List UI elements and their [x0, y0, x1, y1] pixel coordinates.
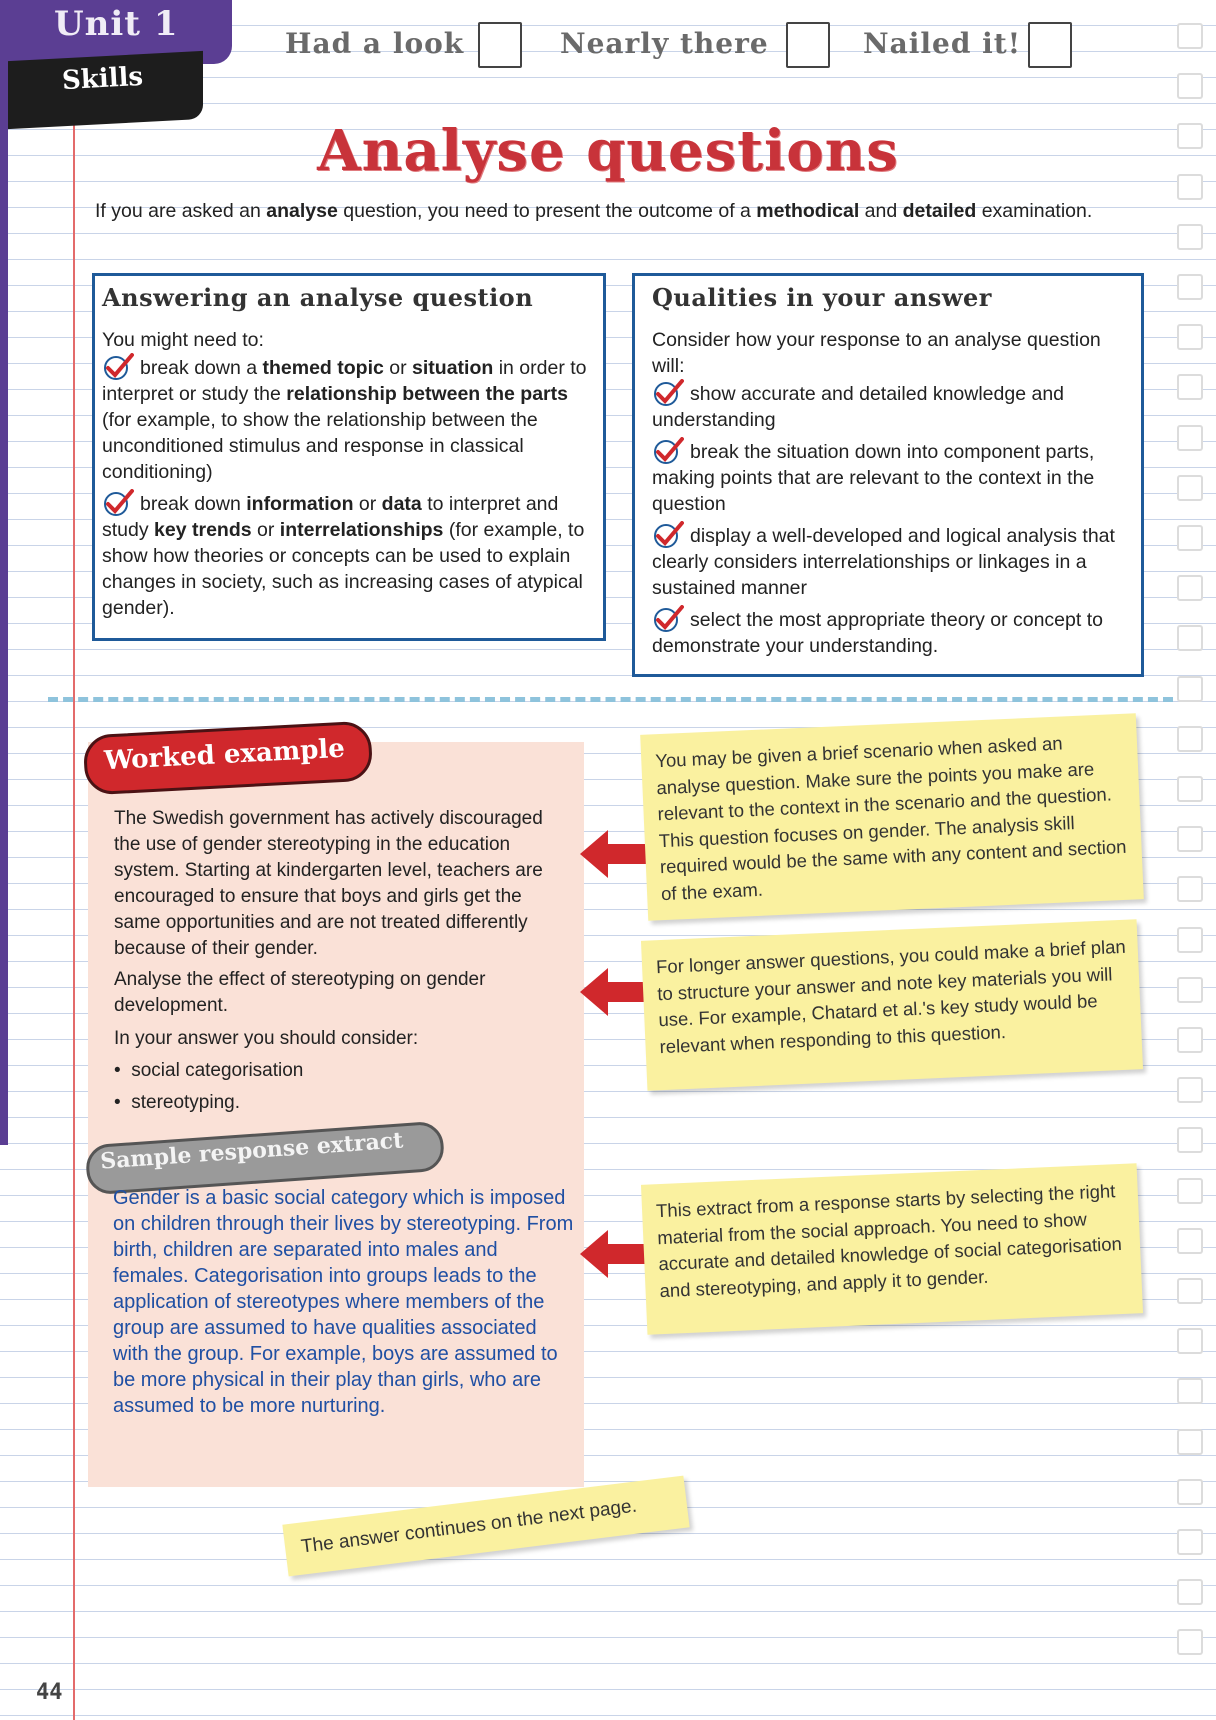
worked-example-bullets [114, 1058, 566, 1116]
margin-box [1177, 525, 1203, 551]
check-icon [652, 379, 684, 407]
margin-box [1177, 1429, 1203, 1455]
qualities-item-text: break the situation down into component parts, making points that are relevant to the context in the question [652, 441, 1095, 515]
qualities-box [632, 273, 1144, 677]
margin-box [1177, 1228, 1203, 1254]
qualities-item-text: display a well-developed and logical analysis that clearly considers interrelationships or linkages in a sustained manner [652, 525, 1115, 599]
margin-box [1177, 1629, 1203, 1655]
section-label: Skills [61, 61, 144, 97]
qualities-item [652, 437, 1134, 517]
qualities-box-lead: Consider how your response to an analyse question will: [652, 329, 1101, 377]
unit-label: Unit 1 [54, 4, 179, 44]
margin-box [1177, 274, 1203, 300]
check-icon [652, 605, 684, 633]
qualities-item-text: show accurate and detailed knowledge and understanding [652, 383, 1065, 431]
answering-item-2: break down information or data to interpret and study key trends or interrelationships (for example, to show how theories or concepts can be used to explain changes in society, such as increasing cases of atypical gender). [102, 489, 598, 621]
sample-response-label: Sample response extract [99, 1127, 405, 1175]
margin-box [1177, 224, 1203, 250]
margin-box [1177, 1127, 1203, 1153]
left-arrow-icon [578, 964, 652, 1020]
check-icon [652, 437, 684, 465]
worked-example-scenario: The Swedish government has actively discouraged the use of gender stereotyping in the education system. Starting at kindergarten level, teachers are encouraged to ensure that boys and girls get the same opportunities and are not treated differently because of their gender. [114, 808, 543, 959]
progress-label-nailed-it: Nailed it! [863, 27, 1022, 60]
margin-box [1177, 425, 1203, 451]
worked-example-consider: In your answer you should consider: [114, 1028, 419, 1049]
margin-box [1177, 1579, 1203, 1605]
had-a-look-checkbox[interactable] [478, 22, 522, 68]
margin-box [1177, 374, 1203, 400]
margin-box [1177, 977, 1203, 1003]
qualities-list [652, 379, 1134, 659]
margin-box [1177, 776, 1203, 802]
bullet-item: • social categorisation [114, 1060, 304, 1081]
margin-box [1177, 1529, 1203, 1555]
margin-box [1177, 324, 1203, 350]
nearly-there-checkbox[interactable] [786, 22, 830, 68]
margin-box [1177, 826, 1203, 852]
check-icon [652, 521, 684, 549]
check-icon [102, 489, 134, 517]
sample-response-text: Gender is a basic social category which is imposed on children through their lives by stereotyping. From birth, children are separated into males and females. Categorisation into groups leads to the application of stereotypes where members of the group are assumed to have qualities associated with the group. For example, boys are assumed to be more physical in their play than girls, who are assumed to be more nurturing. [113, 1187, 574, 1417]
margin-box [1177, 73, 1203, 99]
tip-note-1 [640, 713, 1144, 920]
margin-box [1177, 1328, 1203, 1354]
margin-box [1177, 475, 1203, 501]
margin-box [1177, 1278, 1203, 1304]
margin-box [1177, 625, 1203, 651]
margin-box [1177, 1077, 1203, 1103]
tip-note-2-text: For longer answer questions, you could make a brief plan to structure your answer and note key materials you will use. For example, Chatard et al.'s key study would be relevant when responding to this question. [655, 935, 1127, 1057]
intro-paragraph: If you are asked an analyse question, you need to present the outcome of a methodical and detailed examination. [95, 200, 1093, 222]
answering-item-1: break down a themed topic or situation in order to interpret or study the relationship between the parts (for example, to show the relationship between the unconditioned stimulus and response in classical conditioning) [102, 353, 598, 485]
worked-example-label: Worked example [103, 733, 346, 777]
qualities-item-text: select the most appropriate theory or concept to demonstrate your understanding. [652, 609, 1103, 657]
answering-box [92, 273, 606, 641]
qualities-item [652, 605, 1134, 659]
continues-note-text: The answer continues on the next page. [299, 1495, 638, 1558]
left-arrow-icon [578, 826, 652, 882]
tip-note-3 [641, 1163, 1143, 1334]
progress-label-nearly-there: Nearly there [560, 27, 769, 60]
margin-box [1177, 23, 1203, 49]
left-arrow-icon [578, 1226, 652, 1282]
margin-box [1177, 876, 1203, 902]
section-divider [48, 697, 1173, 702]
margin-box [1177, 575, 1203, 601]
nailed-it-checkbox[interactable] [1028, 22, 1072, 68]
answering-box-body [102, 327, 598, 621]
tip-note-2 [641, 919, 1143, 1090]
margin-box [1177, 726, 1203, 752]
check-icon [102, 353, 134, 381]
margin-box [1177, 1027, 1203, 1053]
tip-note-1-text: You may be given a brief scenario when asked an analyse question. Make sure the points you make are relevant to the context in the scenario and the question. This question focuses on gender. The analysis skill required would be the same with any content and section of the exam. [654, 732, 1127, 904]
qualities-item [652, 521, 1134, 601]
page-title: Analyse questions [317, 118, 899, 184]
qualities-box-body [652, 327, 1134, 659]
page-number: 44 [36, 1680, 63, 1705]
continues-note [282, 1476, 689, 1577]
tip-note-3-text: This extract from a response starts by selecting the right material from the social approach. You need to show accurate and detailed knowledge of social categorisation and stereotyping, and apply it to gender. [655, 1180, 1123, 1301]
qualities-item [652, 379, 1134, 433]
margin-box [1177, 1378, 1203, 1404]
answering-box-lead: You might need to: [102, 329, 264, 351]
qualities-box-heading: Qualities in your answer [652, 283, 992, 312]
margin-box [1177, 1479, 1203, 1505]
margin-box [1177, 927, 1203, 953]
worked-example-question: Analyse the effect of stereotyping on gender development. [114, 969, 486, 1016]
bullet-item: • stereotyping. [114, 1092, 241, 1113]
progress-label-had-a-look: Had a look [285, 27, 465, 60]
margin-box [1177, 1178, 1203, 1204]
margin-box [1177, 676, 1203, 702]
answering-box-heading: Answering an analyse question [102, 283, 534, 312]
